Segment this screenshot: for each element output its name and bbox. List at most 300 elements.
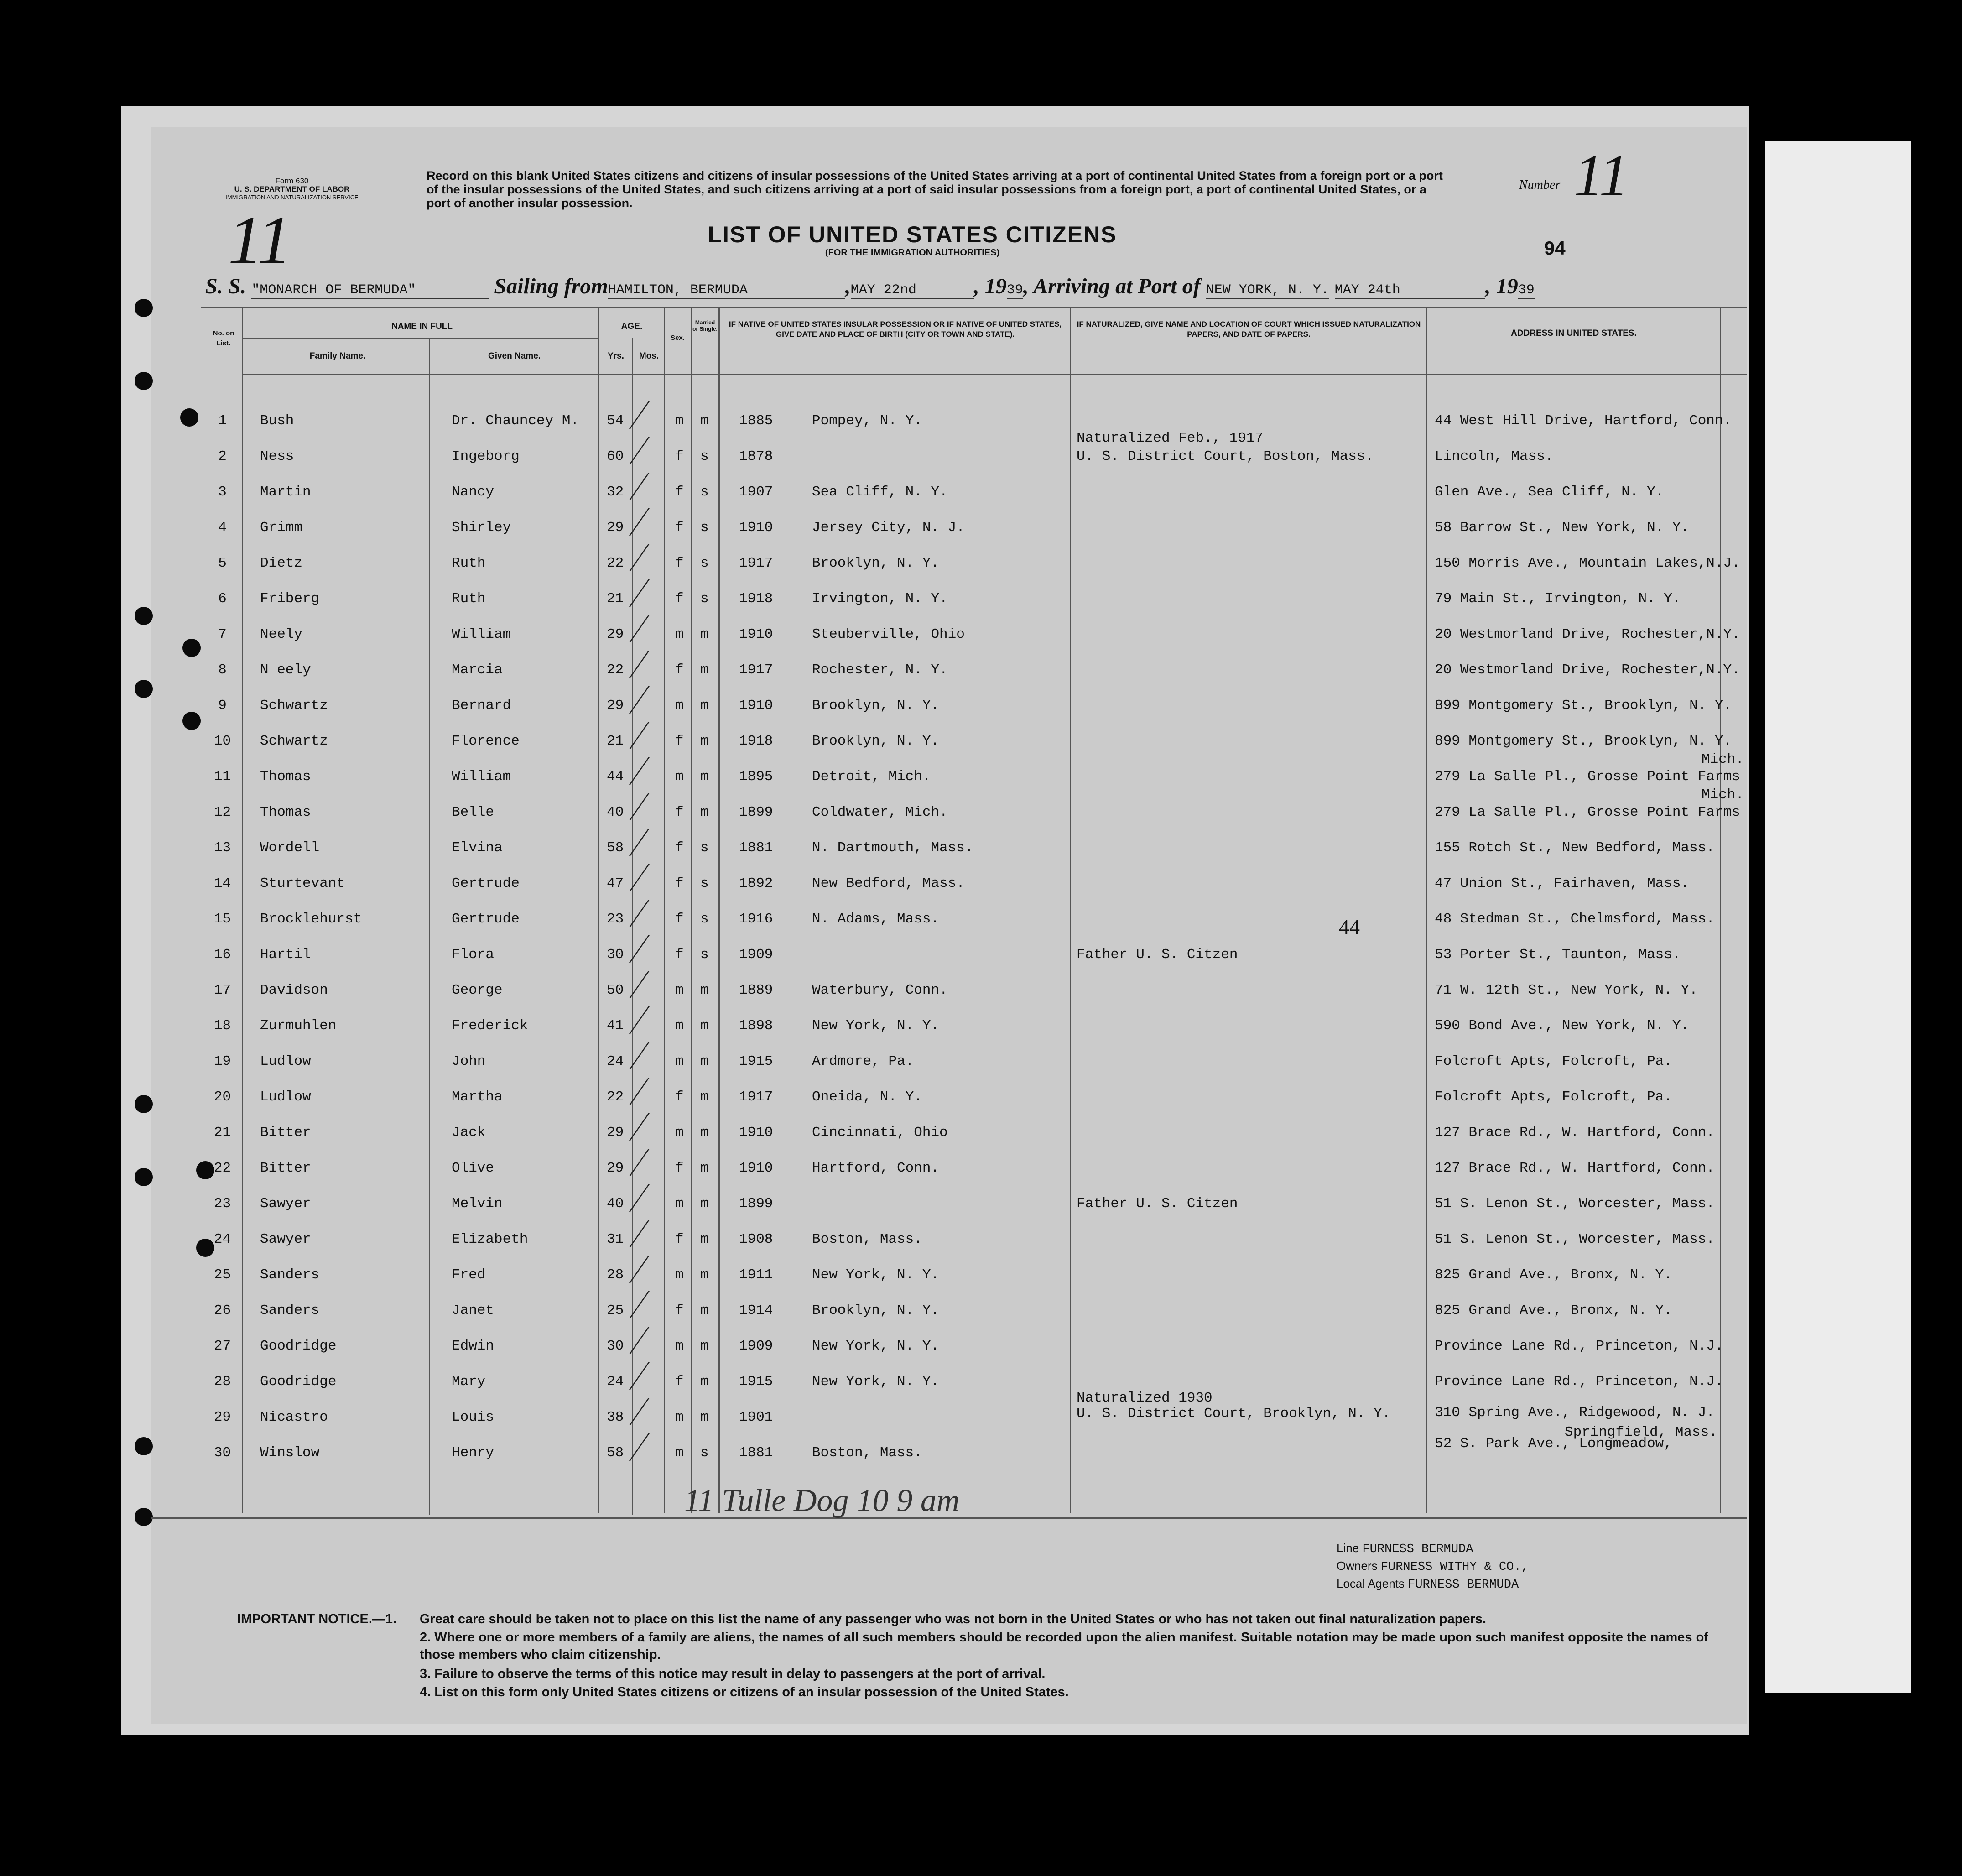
- family-name: Hartil: [260, 947, 311, 963]
- address: 20 Westmorland Drive, Rochester,N.Y.: [1435, 662, 1740, 678]
- address: Folcroft Apts, Folcroft, Pa.: [1435, 1053, 1672, 1069]
- arrival-port: NEW YORK, N. Y.: [1206, 282, 1329, 298]
- punch-hole: [135, 372, 153, 390]
- age-years: 30: [607, 1338, 624, 1354]
- table-row: [201, 626, 1743, 662]
- address: 590 Bond Ave., New York, N. Y.: [1435, 1018, 1690, 1034]
- given-name: Melvin: [452, 1196, 503, 1212]
- address: 53 Porter St., Taunton, Mass.: [1435, 947, 1681, 963]
- sex: f: [675, 1374, 684, 1390]
- punch-hole: [182, 639, 201, 657]
- row-number: 20: [213, 1089, 231, 1105]
- col-naturalized: IF NATURALIZED, GIVE NAME AND LOCATION OF COURT WHICH ISSUED NATURALIZATION PAPERS, AND DATE OF PAPERS.: [1077, 320, 1421, 339]
- family-name: Ludlow: [260, 1089, 311, 1105]
- given-name: Nancy: [452, 484, 494, 500]
- family-name: Goodridge: [260, 1338, 337, 1354]
- given-name: Fred: [452, 1267, 486, 1283]
- address-note: Springfield, Mass.: [1565, 1424, 1717, 1440]
- birth-year: 1910: [739, 1160, 773, 1176]
- birth-year: 1909: [739, 1338, 773, 1354]
- sex: f: [675, 947, 684, 963]
- table-row: [201, 430, 1743, 484]
- page-title: LIST OF UNITED STATES CITIZENS: [708, 222, 1117, 247]
- age-years: 29: [607, 626, 624, 642]
- given-name: Florence: [452, 733, 520, 749]
- family-name: Ludlow: [260, 1053, 311, 1069]
- family-name: Nicastro: [260, 1409, 328, 1425]
- family-name: Dietz: [260, 555, 303, 571]
- address: 155 Rotch St., New Bedford, Mass.: [1435, 840, 1715, 856]
- birth-place: New York, N. Y.: [812, 1267, 940, 1283]
- marital-status: s: [700, 875, 709, 891]
- row-number: 17: [213, 982, 231, 998]
- table-row: [201, 413, 1743, 448]
- birth-year: 1878: [739, 448, 773, 464]
- birth-year: 1901: [739, 1409, 773, 1425]
- birth-place: Oneida, N. Y.: [812, 1089, 922, 1105]
- year-prefix: 19: [984, 274, 1007, 298]
- right-sheet: [1765, 141, 1911, 1693]
- address: Folcroft Apts, Folcroft, Pa.: [1435, 1089, 1672, 1105]
- sailing-from: HAMILTON, BERMUDA: [608, 282, 845, 299]
- agents-value: FURNESS BERMUDA: [1408, 1578, 1519, 1592]
- arrival-year-prefix: 19: [1496, 274, 1518, 298]
- given-name: Marcia: [452, 662, 503, 678]
- marital-status: s: [700, 448, 709, 464]
- department: U. S. DEPARTMENT OF LABOR: [234, 185, 350, 193]
- row-number: 10: [213, 733, 231, 749]
- table-row: [201, 591, 1743, 626]
- naturalization-court: U. S. District Court, Boston, Mass.: [1077, 448, 1374, 464]
- address: 48 Stedman St., Chelmsford, Mass.: [1435, 911, 1715, 927]
- marital-status: m: [700, 662, 709, 678]
- row-number: 9: [218, 698, 227, 714]
- row-number: 21: [213, 1125, 231, 1141]
- age-years: 44: [607, 769, 624, 785]
- family-name: Schwartz: [260, 733, 328, 749]
- family-name: Sawyer: [260, 1196, 311, 1212]
- birth-year: 1917: [739, 555, 773, 571]
- birth-place: Irvington, N. Y.: [812, 591, 948, 607]
- birth-place: Hartford, Conn.: [812, 1160, 940, 1176]
- row-number: 5: [218, 555, 227, 571]
- ship-name: "MONARCH OF BERMUDA": [251, 282, 489, 299]
- sex: f: [675, 733, 684, 749]
- col-yrs: Yrs.: [608, 351, 624, 361]
- punch-hole: [135, 299, 153, 317]
- birth-place: Brooklyn, N. Y.: [812, 733, 940, 749]
- age-years: 25: [607, 1303, 624, 1318]
- punch-hole: [182, 712, 201, 730]
- birth-place: Jersey City, N. J.: [812, 520, 965, 536]
- marital-status: m: [700, 1267, 709, 1283]
- sex: m: [675, 982, 684, 998]
- birth-year: 1889: [739, 982, 773, 998]
- address: Lincoln, Mass.: [1435, 448, 1554, 464]
- birth-place: New York, N. Y.: [812, 1018, 940, 1034]
- family-name: Bush: [260, 413, 294, 429]
- row-number: 11: [213, 769, 231, 785]
- sex: f: [675, 591, 684, 607]
- given-name: William: [452, 769, 511, 785]
- punch-hole: [135, 680, 153, 698]
- age-years: 29: [607, 698, 624, 714]
- family-name: Thomas: [260, 769, 311, 785]
- row-number: 25: [213, 1267, 231, 1283]
- col-sex: Sex.: [671, 334, 685, 342]
- row-number: 15: [213, 911, 231, 927]
- table-row: [201, 1231, 1743, 1267]
- table-row: [201, 1303, 1743, 1338]
- address: 51 S. Lenon St., Worcester, Mass.: [1435, 1196, 1715, 1212]
- family-name: Goodridge: [260, 1374, 337, 1390]
- age-years: 22: [607, 555, 624, 571]
- birth-place: Waterbury, Conn.: [812, 982, 948, 998]
- address: 44 West Hill Drive, Hartford, Conn.: [1435, 413, 1732, 429]
- arrival-year-suffix: 39: [1518, 282, 1535, 298]
- footer-agents: [1337, 1540, 1529, 1593]
- naturalization: Naturalized Feb., 1917: [1077, 430, 1264, 446]
- marital-status: m: [700, 1303, 709, 1318]
- given-name: Edwin: [452, 1338, 494, 1354]
- address: 47 Union St., Fairhaven, Mass.: [1435, 875, 1690, 891]
- given-name: Ruth: [452, 555, 486, 571]
- address: 825 Grand Ave., Bronx, N. Y.: [1435, 1303, 1672, 1318]
- marital-status: m: [700, 698, 709, 714]
- marital-status: s: [700, 591, 709, 607]
- given-name: Elizabeth: [452, 1231, 528, 1247]
- owners-label: Owners: [1337, 1559, 1378, 1573]
- family-name: Zurmuhlen: [260, 1018, 337, 1034]
- table-top-rule: [201, 307, 1747, 308]
- address: 52 S. Park Ave., Longmeadow,: [1435, 1436, 1672, 1452]
- birth-year: 1915: [739, 1053, 773, 1069]
- family-name: Bitter: [260, 1125, 311, 1141]
- address-note: Mich.: [1702, 751, 1744, 767]
- birth-year: 1915: [739, 1374, 773, 1390]
- col-birth: IF NATIVE OF UNITED STATES INSULAR POSSESSION OR IF NATIVE OF UNITED STATES, GIVE DATE AND PLACE OF BIRTH (CITY OR TOWN AND STATE).: [729, 320, 1062, 339]
- table-row: [201, 733, 1743, 769]
- sex: f: [675, 448, 684, 464]
- given-name: Louis: [452, 1409, 494, 1425]
- family-name: Davidson: [260, 982, 328, 998]
- address: 127 Brace Rd., W. Hartford, Conn.: [1435, 1160, 1715, 1176]
- birth-place: Brooklyn, N. Y.: [812, 1303, 940, 1318]
- handwritten-annotation: 11 Tulle Dog 10 9 am: [684, 1483, 960, 1518]
- birth-year: 1910: [739, 1125, 773, 1141]
- age-years: 58: [607, 840, 624, 856]
- given-name: Gertrude: [452, 875, 520, 891]
- table-row: [201, 787, 1744, 840]
- given-name: Janet: [452, 1303, 494, 1318]
- marital-status: m: [700, 413, 709, 429]
- col-address: ADDRESS IN UNITED STATES.: [1511, 328, 1637, 338]
- birth-year: 1911: [739, 1267, 773, 1283]
- marital-status: s: [700, 911, 709, 927]
- table-row: [201, 1424, 1743, 1480]
- address: 79 Main St., Irvington, N. Y.: [1435, 591, 1681, 607]
- family-name: Brocklehurst: [260, 911, 362, 927]
- marital-status: s: [700, 947, 709, 963]
- table-row: [201, 840, 1743, 875]
- given-name: Flora: [452, 947, 494, 963]
- birth-place: New York, N. Y.: [812, 1374, 940, 1390]
- age-years: 54: [607, 413, 624, 429]
- row-number: 30: [213, 1445, 231, 1461]
- naturalization: Naturalized 1930: [1077, 1390, 1213, 1406]
- form-header: [201, 177, 383, 202]
- margin-note: 44: [1339, 915, 1360, 938]
- col-family: Family Name.: [309, 351, 366, 361]
- birth-year: 1908: [739, 1231, 773, 1247]
- age-years: 38: [607, 1409, 624, 1425]
- row-number: 4: [218, 520, 227, 536]
- birth-year: 1909: [739, 947, 773, 963]
- given-name: Henry: [452, 1445, 494, 1461]
- marital-status: m: [700, 1409, 709, 1425]
- marital-status: s: [700, 520, 709, 536]
- col-no: No. on List.: [213, 329, 234, 347]
- address: 51 S. Lenon St., Worcester, Mass.: [1435, 1231, 1715, 1247]
- birth-year: 1917: [739, 1089, 773, 1105]
- row-number: 16: [213, 947, 231, 963]
- address: 279 La Salle Pl., Grosse Point Farms: [1435, 769, 1740, 785]
- arrival-date: MAY 24th: [1335, 282, 1485, 299]
- given-name: John: [452, 1053, 486, 1069]
- birth-place: New York, N. Y.: [812, 1338, 940, 1354]
- address-note: Mich.: [1702, 787, 1744, 803]
- arriving-label: Arriving at Port of: [1033, 274, 1201, 298]
- address: 825 Grand Ave., Bronx, N. Y.: [1435, 1267, 1672, 1283]
- marital-status: m: [700, 982, 709, 998]
- family-name: Wordell: [260, 840, 320, 856]
- birth-place: Cincinnati, Ohio: [812, 1125, 948, 1141]
- sex: f: [675, 520, 684, 536]
- given-name: Olive: [452, 1160, 494, 1176]
- age-years: 29: [607, 520, 624, 536]
- birth-year: 1907: [739, 484, 773, 500]
- handwritten-mark: 11: [228, 202, 291, 278]
- marital-status: s: [700, 840, 709, 856]
- birth-year: 1910: [739, 520, 773, 536]
- age-years: 41: [607, 1018, 624, 1034]
- punch-hole: [135, 1168, 153, 1186]
- row-number: 2: [218, 448, 227, 464]
- row-number: 3: [218, 484, 227, 500]
- table-row: [201, 1160, 1743, 1196]
- given-name: Ruth: [452, 591, 486, 607]
- given-name: Ingeborg: [452, 448, 520, 464]
- col-given: Given Name.: [488, 351, 541, 361]
- address: Glen Ave., Sea Cliff, N. Y.: [1435, 484, 1664, 500]
- marital-status: m: [700, 1125, 709, 1141]
- address: 71 W. 12th St., New York, N. Y.: [1435, 982, 1698, 998]
- sex: m: [675, 1445, 684, 1461]
- punch-hole: [135, 1508, 153, 1526]
- sex: f: [675, 1303, 684, 1318]
- age-years: 50: [607, 982, 624, 998]
- age-years: 24: [607, 1053, 624, 1069]
- given-name: George: [452, 982, 503, 998]
- birth-place: Rochester, N. Y.: [812, 662, 948, 678]
- table-row: [201, 1018, 1743, 1053]
- birth-year: 1910: [739, 626, 773, 642]
- sex: f: [675, 911, 684, 927]
- sex: m: [675, 1338, 684, 1354]
- service: IMMIGRATION AND NATURALIZATION SERVICE: [225, 194, 359, 201]
- page-subtitle: (FOR THE IMMIGRATION AUTHORITIES): [825, 248, 1000, 258]
- table-row: [201, 484, 1743, 520]
- family-name: Ness: [260, 448, 294, 464]
- age-years: 29: [607, 1160, 624, 1176]
- sex: f: [675, 662, 684, 678]
- age-years: 28: [607, 1267, 624, 1283]
- marital-status: m: [700, 626, 709, 642]
- given-name: Martha: [452, 1089, 503, 1105]
- sex: f: [675, 555, 684, 571]
- birth-year: 1916: [739, 911, 773, 927]
- row-number: 13: [213, 840, 231, 856]
- marital-status: m: [700, 769, 709, 785]
- birth-place: Detroit, Mich.: [812, 769, 931, 785]
- row-number: 27: [213, 1338, 231, 1354]
- family-name: Sanders: [260, 1303, 320, 1318]
- family-name: Neely: [260, 626, 303, 642]
- line-value: FURNESS BERMUDA: [1362, 1542, 1473, 1556]
- col-age: AGE.: [621, 322, 643, 331]
- address: 150 Morris Ave., Mountain Lakes,N.J.: [1435, 555, 1740, 571]
- age-years: 21: [607, 591, 624, 607]
- sex: m: [675, 1125, 684, 1141]
- birth-year: 1918: [739, 733, 773, 749]
- address: Province Lane Rd., Princeton, N.J.: [1435, 1338, 1723, 1354]
- row-number: 18: [213, 1018, 231, 1034]
- given-name: Gertrude: [452, 911, 520, 927]
- birth-place: Coldwater, Mich.: [812, 804, 948, 820]
- birth-place: New Bedford, Mass.: [812, 875, 965, 891]
- table-row: [201, 555, 1743, 591]
- marital-status: m: [700, 1018, 709, 1034]
- sex: m: [675, 1267, 684, 1283]
- col-mos: Mos.: [639, 351, 659, 361]
- table-row: [201, 1267, 1743, 1303]
- birth-year: 1898: [739, 1018, 773, 1034]
- age-years: 22: [607, 1089, 624, 1105]
- row-number: 14: [213, 875, 231, 891]
- owners-value: FURNESS WITHY & CO.,: [1380, 1560, 1529, 1574]
- birth-year: 1917: [739, 662, 773, 678]
- table-row: [201, 751, 1744, 804]
- naturalization: Father U. S. Citzen: [1077, 947, 1238, 963]
- table-row: [201, 1053, 1743, 1089]
- row-number: 22: [213, 1160, 231, 1176]
- sex: m: [675, 698, 684, 714]
- line-label: Line: [1337, 1541, 1359, 1555]
- row-number: 24: [213, 1231, 231, 1247]
- table-row: [201, 1196, 1743, 1231]
- age-years: 29: [607, 1125, 624, 1141]
- family-name: Thomas: [260, 804, 311, 820]
- record-instructions: Record on this blank United States citizens and citizens of insular possessions of the United States arriving at a port of continental United States from a foreign port or a port of the insular possessions of the United States, and such citizens arriving at a port of said insular possessions from a foreign port, a port of continental United States, or a port of another insular possession.: [427, 169, 1443, 210]
- table-row: [201, 1089, 1743, 1125]
- sex: f: [675, 484, 684, 500]
- voyage-line: S. S. "MONARCH OF BERMUDA" Sailing fromHAMILTON, BERMUDA ,MAY 22nd , 1939, Arriving at Port of NEW YORK, N. Y. MAY 24th , 1939: [205, 274, 1535, 298]
- notice-item: Great care should be taken not to place on this list the name of any passenger who was not born in the United States or who has not taken out final naturalization papers.: [420, 1612, 1487, 1626]
- agents-label: Local Agents: [1337, 1577, 1405, 1590]
- given-name: Frederick: [452, 1018, 528, 1034]
- punch-hole: [135, 1095, 153, 1113]
- sex: f: [675, 840, 684, 856]
- notice-item: 3. Failure to observe the terms of this notice may result in delay to passengers at the port of arrival.: [420, 1667, 1046, 1681]
- birth-year: 1910: [739, 698, 773, 714]
- address: 899 Montgomery St., Brooklyn, N. Y.: [1435, 698, 1732, 714]
- row-number: 23: [213, 1196, 231, 1212]
- birth-place: Boston, Mass.: [812, 1231, 922, 1247]
- row-number: 6: [218, 591, 227, 607]
- punch-hole: [135, 607, 153, 625]
- number-label: Number: [1519, 178, 1561, 192]
- age-years: 31: [607, 1231, 624, 1247]
- given-name: Belle: [452, 804, 494, 820]
- birth-place: N. Dartmouth, Mass.: [812, 840, 973, 856]
- marital-status: s: [700, 555, 709, 571]
- marital-status: m: [700, 1089, 709, 1105]
- birth-place: Brooklyn, N. Y.: [812, 555, 940, 571]
- sex: m: [675, 1018, 684, 1034]
- birth-year: 1895: [739, 769, 773, 785]
- family-name: N eely: [260, 662, 311, 678]
- family-name: Sawyer: [260, 1231, 311, 1247]
- marital-status: s: [700, 484, 709, 500]
- sex: f: [675, 804, 684, 820]
- marital-status: m: [700, 1231, 709, 1247]
- table-row: [201, 982, 1743, 1018]
- table-row: [201, 875, 1743, 911]
- sex: m: [675, 413, 684, 429]
- sailing-label: Sailing from: [494, 274, 608, 298]
- row-number: 28: [213, 1374, 231, 1390]
- table-row: [201, 1338, 1743, 1374]
- address: Province Lane Rd., Princeton, N.J.: [1435, 1374, 1723, 1390]
- family-name: Schwartz: [260, 698, 328, 714]
- sex: m: [675, 769, 684, 785]
- age-years: 30: [607, 947, 624, 963]
- age-years: 23: [607, 911, 624, 927]
- punch-hole: [180, 408, 198, 427]
- marital-status: m: [700, 1338, 709, 1354]
- birth-year: 1914: [739, 1303, 773, 1318]
- birth-place: Ardmore, Pa.: [812, 1053, 914, 1069]
- family-name: Martin: [260, 484, 311, 500]
- sex: f: [675, 1089, 684, 1105]
- family-name: Winslow: [260, 1445, 320, 1461]
- family-name: Bitter: [260, 1160, 311, 1176]
- marital-status: m: [700, 1053, 709, 1069]
- notice-item: 2. Where one or more members of a family are aliens, the names of all such members should be recorded upon the alien manifest. Suitable notation may be made upon such manifest opposite the names of those members who claim citizenship.: [420, 1630, 1708, 1662]
- birth-year: 1899: [739, 1196, 773, 1212]
- row-number: 12: [213, 804, 231, 820]
- birth-year: 1881: [739, 840, 773, 856]
- year-suffix: 39: [1006, 282, 1023, 298]
- row-number: 29: [213, 1409, 231, 1425]
- family-name: Sturtevant: [260, 875, 345, 891]
- sex: m: [675, 1053, 684, 1069]
- address: 20 Westmorland Drive, Rochester,N.Y.: [1435, 626, 1740, 642]
- birth-place: Sea Cliff, N. Y.: [812, 484, 948, 500]
- table-row: [201, 947, 1743, 982]
- naturalization: Father U. S. Citzen: [1077, 1196, 1238, 1212]
- address: 127 Brace Rd., W. Hartford, Conn.: [1435, 1125, 1715, 1141]
